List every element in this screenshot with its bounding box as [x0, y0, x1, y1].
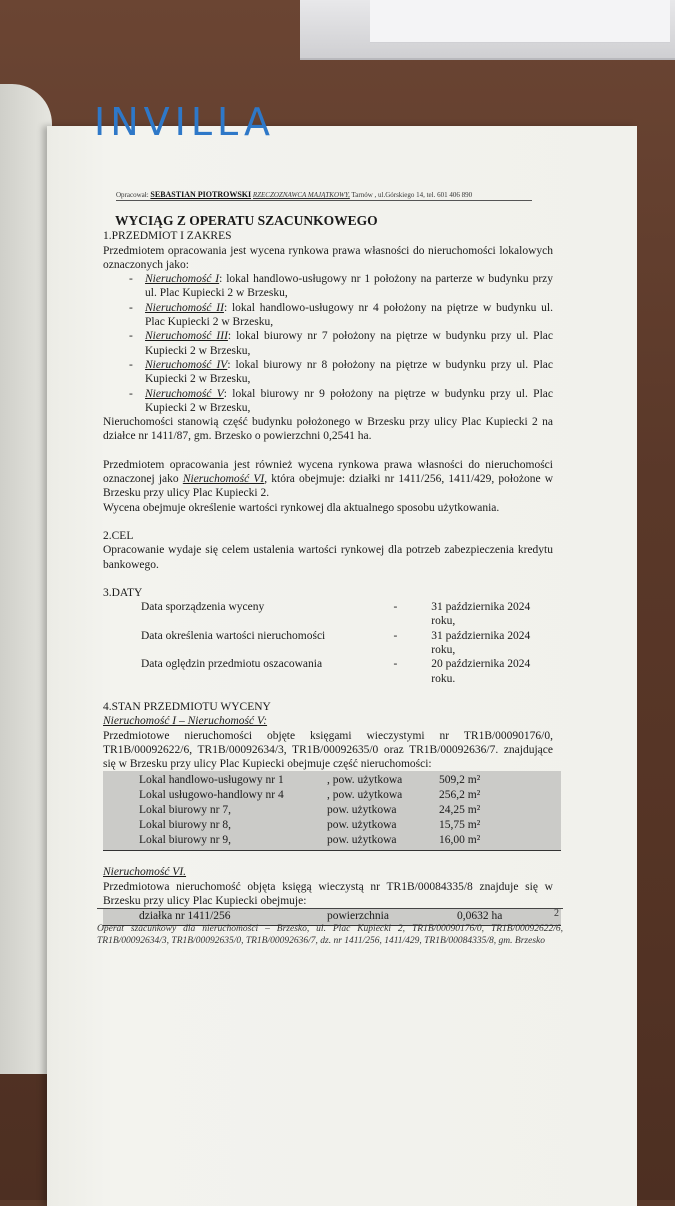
unit-area: 16,00 m² [439, 834, 481, 847]
date-row [141, 629, 553, 658]
property-description: : lokal biurowy nr 9 położony na piętrze w budynku przy ul. Plac Kupiecki 2 w Brzesku, [145, 387, 553, 414]
section-4-paragraph-1: Przedmiotowe nieruchomości objęte księgami wieczystymi nr TR1B/00090176/0, TR1B/00092622/6, TR1B/00092634/3, TR1B/00092635/0 oraz TR1B/00092636/7. znajdujące się w Brzesku przy ulicy Plac Kupiecki obejmuje część nieruchomości: [103, 729, 553, 771]
section-1-paragraph-3: Wycena obejmuje określenie wartości rynkowej dla aktualnego sposobu użytkowania. [103, 501, 500, 514]
section-4-subheading-2: Nieruchomość VI. [103, 866, 187, 879]
unit-area-label: pow. użytkowa [327, 834, 397, 847]
property-name: Nieruchomość I [145, 273, 220, 286]
invilla-logo: INVILLA [94, 100, 276, 144]
section-4-subheading-1: Nieruchomość I – Nieruchomość V: [103, 715, 268, 728]
date-value: 31 października 2024 roku, [431, 629, 531, 657]
unit-area: 256,2 m² [439, 789, 481, 802]
list-dash: - [129, 387, 133, 400]
unit-area: 24,25 m² [439, 804, 481, 817]
unit-label: Lokal biurowy nr 8, [139, 819, 231, 832]
page-footer [97, 908, 563, 947]
section-2-heading: 2.CEL [103, 529, 134, 542]
sleeve-paper [370, 0, 670, 43]
property-description: : lokal biurowy nr 8 położony na piętrze w budynku przy ul. Plac Kupiecki 2 w Brzesku, [145, 358, 553, 386]
header-address: Tarnów , ul.Górskiego 14, tel. 601 406 890 [351, 191, 473, 199]
date-value: 20 października 2024 roku. [431, 658, 531, 685]
header-role: RZECZOZNAWCA MAJĄTKOWY, [252, 191, 350, 199]
date-row [141, 657, 553, 686]
property-item [129, 358, 553, 387]
units-table [103, 771, 561, 851]
property-description: : lokal handlowo-usługowy nr 4 położony na piętrze w budynku ul. Plac Kupiecki 2 w Brzesku, [145, 301, 554, 329]
dates-list [141, 600, 553, 686]
unit-area-label: pow. użytkowa [327, 804, 397, 817]
unit-row [139, 773, 561, 788]
date-label: Data określenia wartości nieruchomości [141, 629, 326, 642]
section-1-after: Nieruchomości stanowią część budynku położonego w Brzesku przy ulicy Plac Kupiecki 2 na działce nr 1411/87, gm. Brzesko o powierzchni 0,2541 ha. [103, 416, 553, 443]
date-separator: - [393, 658, 398, 671]
unit-area: 15,75 m² [439, 819, 481, 832]
property-item [129, 272, 553, 301]
date-separator: - [393, 601, 398, 614]
unit-area-label: pow. użytkowa [327, 819, 397, 832]
date-label: Data oględzin przedmiotu oszacowania [141, 658, 323, 671]
property-list [103, 272, 553, 415]
unit-row [139, 803, 561, 818]
unit-label: Lokal usługowo-handlowy nr 4 [139, 789, 284, 802]
date-value: 31 października 2024 roku, [431, 601, 531, 628]
document-body [103, 214, 553, 926]
header-prefix: Opracował: [116, 191, 149, 199]
plastic-sleeve [300, 0, 675, 60]
section-1-heading: 1.PRZEDMIOT I ZAKRES [103, 230, 232, 243]
property-name: Nieruchomość III [145, 330, 228, 343]
back-page-edge [0, 84, 52, 1074]
unit-label: Lokal biurowy nr 7, [139, 804, 231, 817]
plot-area: 0,0632 ha [457, 910, 503, 923]
property-item [129, 387, 553, 416]
unit-label: Lokal biurowy nr 9, [139, 834, 231, 847]
property-description: : lokal handlowo-usługowy nr 1 położony na parterze w budynku przy ul. Plac Kupiecki 2 w Brzesku, [145, 273, 553, 300]
unit-area-label: , pow. użytkowa [327, 789, 403, 802]
list-dash: - [129, 273, 133, 286]
unit-row [139, 788, 561, 803]
unit-area: 509,2 m² [439, 774, 481, 787]
date-separator: - [393, 629, 398, 642]
date-row [141, 600, 553, 629]
unit-row [139, 818, 561, 833]
unit-row [139, 833, 561, 848]
section-3-heading: 3.DATY [103, 586, 143, 599]
plot-label: działka nr 1411/256 [139, 910, 231, 923]
document-header [116, 190, 532, 201]
property-name: Nieruchomość V [145, 387, 224, 400]
list-dash: - [129, 358, 133, 371]
header-author-name: SEBASTIAN PIOTROWSKI [150, 190, 252, 199]
list-dash: - [129, 301, 133, 314]
property-name: Nieruchomość IV [145, 358, 228, 371]
section-1-paragraph-2: Przedmiotem opracowania jest również wycena rynkowa prawa własności do nieruchomości oznaczonej jako Nieruchomość VI, która obejmuje: działki nr 1411/256, 1411/429, położone w Brzesku przy ulicy Plac Kupiecki 2. [103, 458, 554, 500]
date-label: Data sporządzenia wyceny [141, 601, 265, 614]
section-1-intro: Przedmiotem opracowania jest wycena rynkowa prawa własności do nieruchomości lokalowych oznaczonych jako: [103, 244, 553, 271]
section-4-heading: 4.STAN PRZEDMIOTU WYCENY [103, 700, 271, 713]
unit-area-label: , pow. użytkowa [327, 774, 403, 787]
footer-text: Operat szacunkowy dla nieruchomości – Brzesko, ul. Plac Kupiecki 2, TR1B/00090176/0, TR1B/00092622/6, TR1B/00092634/3, TR1B/00092635/0, TR1B/00092636/7, dz. nr 1411/256, 1411/429, TR1B/00084335/8, gm. Brzesko [97, 924, 563, 946]
property-name: Nieruchomość II [145, 301, 224, 314]
document-title: WYCIĄG Z OPERATU SZACUNKOWEGO [115, 213, 378, 228]
property-item [129, 301, 553, 330]
list-dash: - [129, 330, 133, 343]
property-item [129, 329, 553, 358]
section-2-text: Opracowanie wydaje się celem ustalenia wartości rynkowej dla potrzeb zabezpieczenia kredytu bankowego. [103, 544, 553, 571]
unit-label: Lokal handlowo-usługowy nr 1 [139, 774, 284, 787]
section-4-paragraph-2: Przedmiotowa nieruchomość objęta księgą wieczystą nr TR1B/00084335/8 znajduje się w Brzesku przy ulicy Plac Kupiecki obejmuje: [103, 880, 553, 907]
property-description: : lokal biurowy nr 7 położony na piętrze w budynku przy ul. Plac Kupiecki 2 w Brzesku, [145, 330, 553, 357]
page-number: 2 [554, 908, 559, 919]
plot-area-label: powierzchnia [327, 910, 389, 923]
